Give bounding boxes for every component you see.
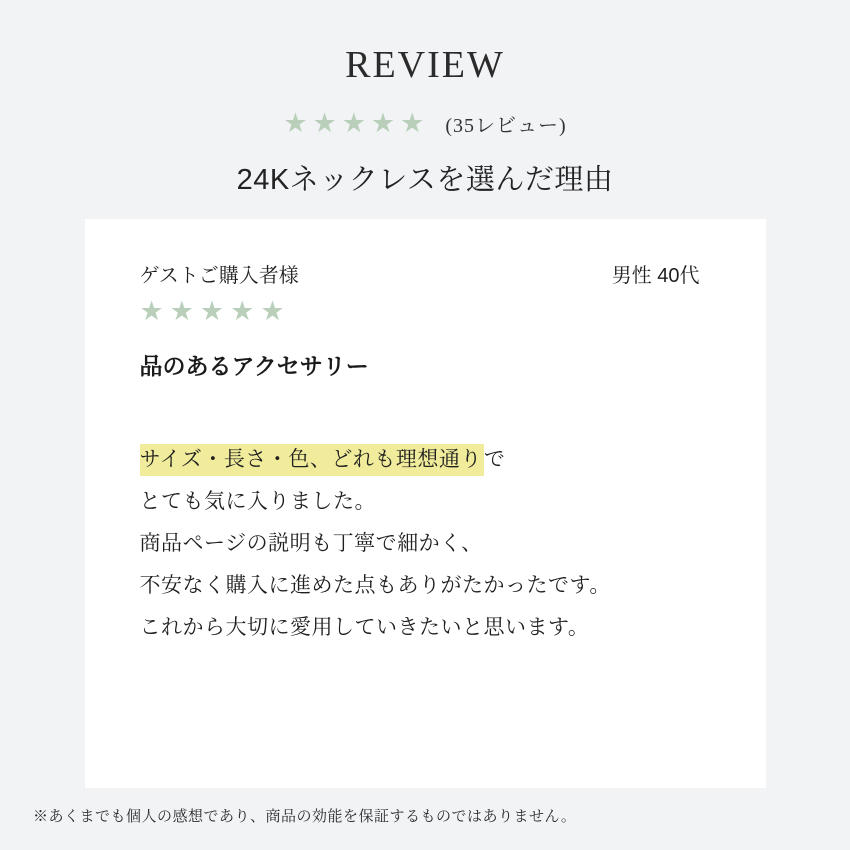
overall-rating xyxy=(0,108,850,138)
review-body xyxy=(140,439,700,649)
review-card xyxy=(85,219,766,788)
review-stars-icon: ★★★★★ xyxy=(139,296,291,326)
reviewer-name: ゲストご購入者様 xyxy=(139,265,299,287)
review-count: (35レビュー) xyxy=(445,114,567,137)
review-line: これから大切に愛用していきたいと思います。 xyxy=(139,616,590,640)
disclaimer-note: ※あくまでも個人の感想であり、商品の効能を保証するものではありません。 xyxy=(33,808,577,825)
review-line: とても気に入りました。 xyxy=(139,490,376,514)
review-line: 商品ページの説明も丁寧で細かく、 xyxy=(139,532,483,556)
highlighted-text: サイズ・長さ・色、どれも理想通り xyxy=(140,444,484,476)
review-title: 品のあるアクセサリー xyxy=(139,353,369,379)
review-line: 不安なく購入に進めた点もありがたかったです。 xyxy=(139,574,611,598)
highlight-tail-text: で xyxy=(483,448,506,472)
section-title: REVIEW xyxy=(345,44,505,86)
section-subtitle: 24Kネックレスを選んだ理由 xyxy=(236,164,614,196)
reviewer-demographic: 男性 40代 xyxy=(611,265,700,287)
review-line xyxy=(140,439,700,481)
reviewer-row xyxy=(140,265,700,288)
review-section-header xyxy=(0,0,850,195)
rating-stars-icon: ★★★★★ xyxy=(283,107,430,138)
